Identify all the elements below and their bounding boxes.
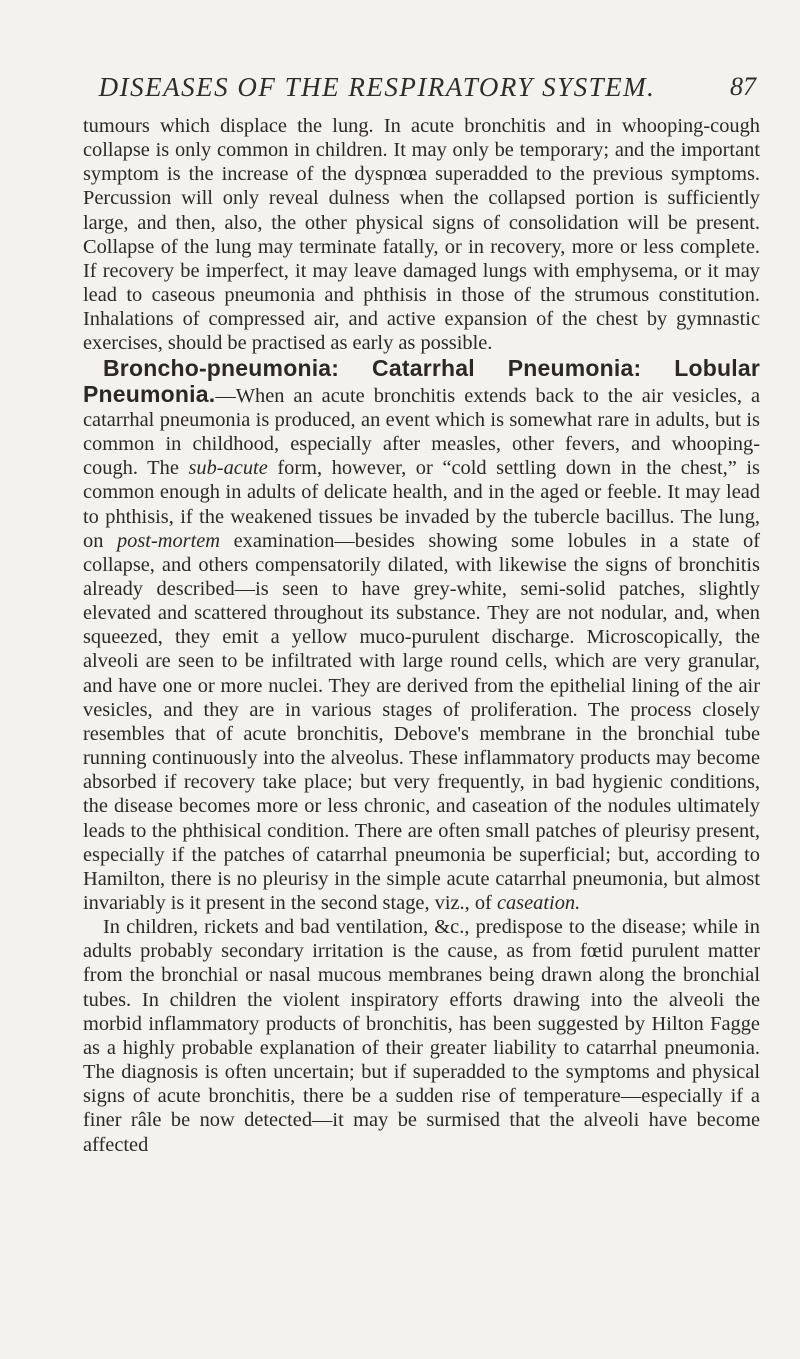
italic-term: post-mortem [116, 529, 221, 552]
section-heading: Broncho-pneumonia: Catarrhal Pneumonia: Lobular Pneumonia. [83, 354, 760, 407]
page-header [88, 72, 756, 106]
text-run: form, however, or “cold settling down in the chest,” is common enough in adults of delicate health, and in the aged or feeble. It may lead to phthisis, if the weakened tissues be invaded by the tubercle bacillus. The lung, on [83, 457, 760, 552]
paragraph-predisposing-causes: In children, rickets and bad ventilation, &c., predispose to the disease; while in adults probably secondary irritation is the cause, as from fœtid purulent matter from the bronchial or nasal mucous membranes being drawn along the bronchial tubes. In children the violent inspiratory efforts drawing into the alveoli the morbid inflammatory products of bronchitis, has been suggested by Hilton Fagge as a highly probable explanation of their greater liability to catarrhal pneumonia. The diagnosis is often uncertain; but if superadded to the symptoms and physical signs of acute bronchitis, there be a sudden rise of temperature—especially if a finer râle be now detected—it may be surmised that the alveoli have become affected [83, 916, 760, 1156]
paragraph-collapse-continuation: tumours which displace the lung. In acute bronchitis and in whooping-cough collapse is only common in children. It may only be temporary; and the important symptom is the increase of the dyspnœa superadded to the previous symptoms. Percussion will only reveal dulness when the collapsed portion is sufficiently large, and then, also, the other physical signs of consolidation will be present. Collapse of the lung may terminate fatally, or in recovery, more or less complete. If recovery be imperfect, it may leave damaged lungs with emphysema, or it may lead to caseous pneumonia and phthisis in those of the strumous constitution. Inhalations of compressed air, and active expansion of the chest by gymnastic exercises, should be practised as early as possible. [83, 115, 760, 355]
body-text [83, 114, 760, 1157]
italic-term: sub-acute [188, 457, 268, 480]
running-title: DISEASES OF THE RESPIRATORY SYSTEM. [98, 72, 656, 102]
text-run: —When an acute bronchitis extends back to the air vesicles, a catarrhal pneumonia is produced, an event which is somewhat rare in adults, but is common in childhood, especially after measles, other fevers, and whooping-cough. The [83, 384, 760, 480]
page-number: 87 [730, 72, 756, 101]
text-run: examination—besides showing some lobules in a state of collapse, and others compensatorily dilated, with likewise the signs of bronchitis already described—is seen to have grey-white, semi-solid patches, slightly elevated and scattered throughout its substance. They are not nodular, and, when squeezed, they emit a yellow muco-purulent discharge. Microscopically, the alveoli are seen to be infiltrated with large round cells, which are very granular, and have one or more nuclei. They are derived from the epithelial lining of the air vesicles, and they are in various stages of proliferation. The process closely resembles that of acute bronchitis, Debove's membrane in the bronchial tube running continuously into the alveolus. These inflammatory products may become absorbed if recovery take place; but very frequently, in bad hygienic conditions, the disease becomes more or less chronic, and caseation of the nodules ultimately leads to the phthisical condition. There are often small patches of pleurisy present, especially if the patches of catarrhal pneumonia be superficial; but, according to Hamilton, there is no pleurisy in the simple acute catarrhal pneumonia, but almost invariably is it present in the second stage, viz., of [83, 529, 760, 914]
italic-term: caseation. [496, 892, 581, 914]
paragraph-broncho-pneumonia [83, 356, 760, 916]
